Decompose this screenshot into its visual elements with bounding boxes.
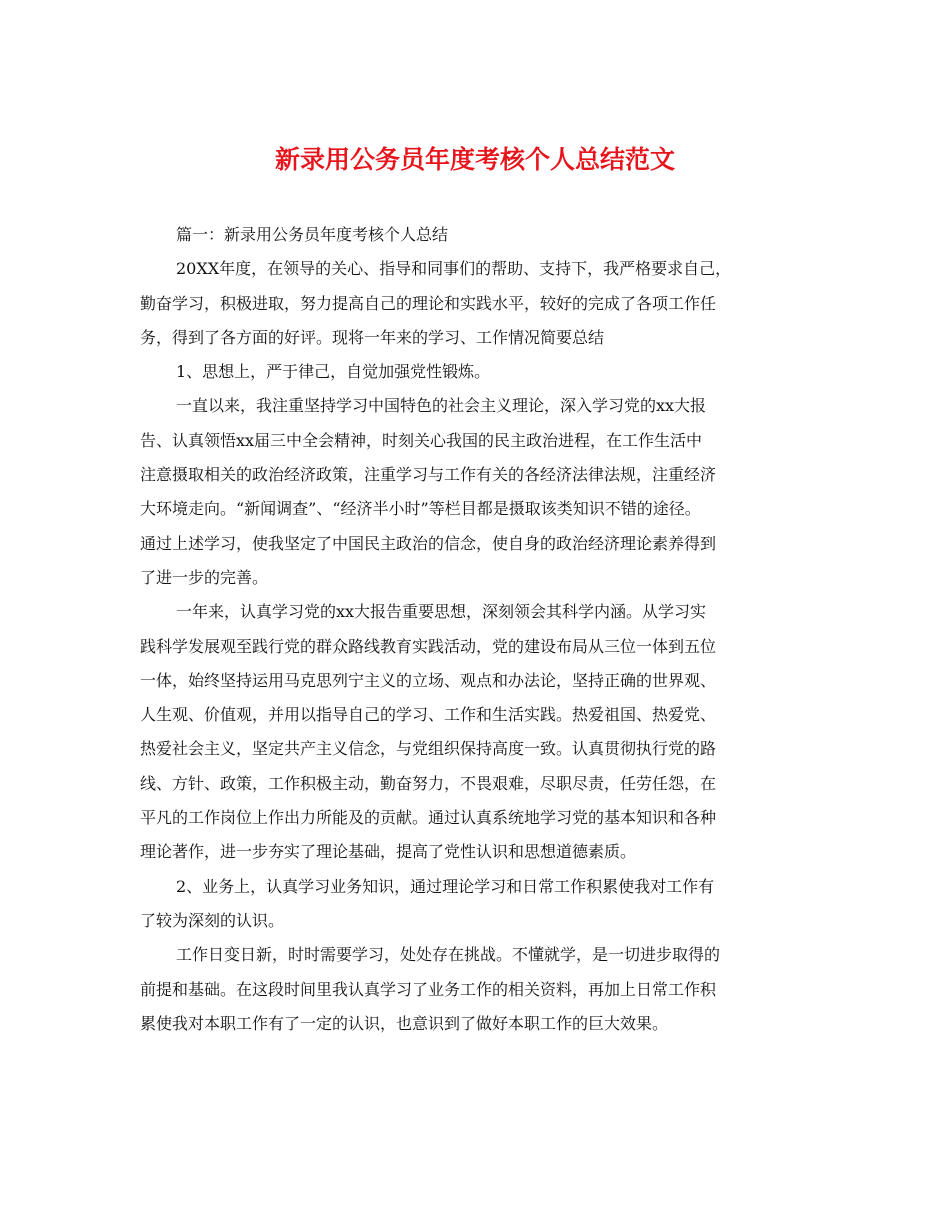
- paragraph-line: 了较为深刻的认识。: [140, 910, 285, 930]
- paragraph-line: 勤奋学习，积极进取，努力提高自己的理论和实践水平，较好的完成了各项工作任: [140, 293, 717, 313]
- paragraph-line: 工作日变日新，时时需要学习，处处存在挑战。不懂就学，是一切进步取得的: [176, 945, 721, 965]
- paragraph-line: 注意摄取相关的政治经济政策，注重学习与工作有关的各经济法律法规，注重经济: [140, 465, 717, 485]
- paragraph-line: 人生观、价值观，并用以指导自己的学习、工作和生活实践。热爱祖国、热爱党、: [140, 705, 717, 725]
- paragraph-line: 告、认真领悟xx届三中全会精神，时刻关心我国的民主政治进程，在工作生活中: [140, 430, 703, 450]
- document-title: 新录用公务员年度考核个人总结范文: [274, 145, 675, 174]
- paragraph-line: 一直以来，我注重坚持学习中国特色的社会主义理论，深入学习党的xx大报: [176, 396, 707, 416]
- point-heading-2: 2、业务上，认真学习业务知识，通过理论学习和日常工作积累使我对工作有: [176, 876, 715, 896]
- paragraph-line: 线、方针、政策，工作积极主动，勤奋努力，不畏艰难，尽职尽责，任劳任怨，在: [140, 773, 717, 793]
- paragraph-line: 理论著作，进一步夯实了理论基础，提高了党性认识和思想道德素质。: [140, 842, 637, 862]
- paragraph-line: 了进一步的完善。: [140, 567, 269, 587]
- paragraph-line: 累使我对本职工作有了一定的认识，也意识到了做好本职工作的巨大效果。: [140, 1013, 669, 1033]
- document-body: [140, 218, 830, 1041]
- paragraph-line: 大环境走向。“新闻调查”、“经济半小时”等栏目都是摄取该类知识不错的途径。: [140, 499, 701, 519]
- paragraph-line: 通过上述学习，使我坚定了中国民主政治的信念，使自身的政治经济理论素养得到: [140, 533, 717, 553]
- paragraph-line: 务，得到了各方面的好评。现将一年来的学习、工作情况简要总结: [140, 327, 605, 347]
- paragraph-line: 一年来，认真学习党的xx大报告重要思想，深刻领会其科学内涵。从学习实: [176, 602, 707, 622]
- paragraph-line: 一体，始终坚持运用马克思列宁主义的立场、观点和办法论，坚持正确的世界观、: [140, 670, 717, 690]
- point-heading-1: 1、思想上，严于律己，自觉加强党性锻炼。: [176, 362, 491, 382]
- paragraph-line: 前提和基础。在这段时间里我认真学习了业务工作的相关资料，再加上日常工作积: [140, 979, 717, 999]
- paragraph-line: 热爱社会主义，坚定共产主义信念，与党组织保持高度一致。认真贯彻执行党的路: [140, 739, 717, 759]
- paragraph-line: 平凡的工作岗位上作出力所能及的贡献。通过认真系统地学习党的基本知识和各种: [140, 808, 717, 828]
- paragraph-line: 20XX年度，在领导的关心、指导和同事们的帮助、支持下，我严格要求自己，: [176, 259, 732, 279]
- section-heading-1: 篇一：新录用公务员年度考核个人总结: [176, 225, 449, 244]
- paragraph-line: 践科学发展观至践行党的群众路线教育实践活动，党的建设布局从三位一体到五位: [140, 636, 717, 656]
